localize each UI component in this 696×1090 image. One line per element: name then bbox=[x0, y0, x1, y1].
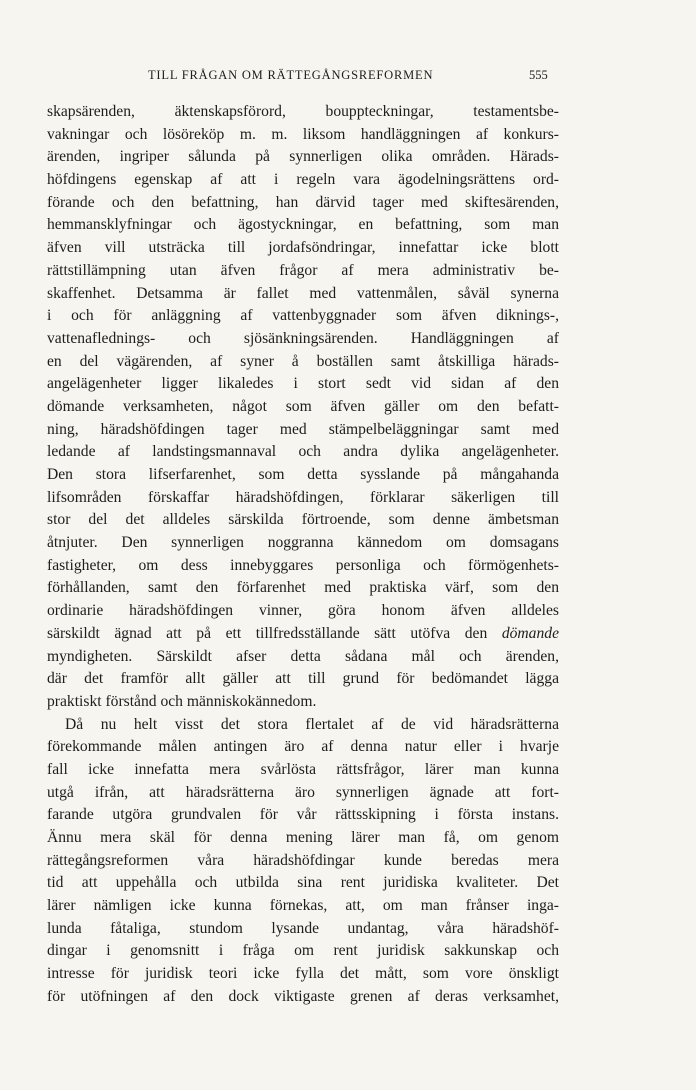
text-line: äfven vill utsträcka till jordafsöndringar, innefattar icke blott bbox=[47, 239, 559, 257]
text-line: förande och den befattning, han därvid tager med skiftesärenden, bbox=[47, 193, 559, 211]
text-line bbox=[47, 623, 559, 646]
text-line: Den stora lifserfarenhet, som detta sysslande på mångahanda bbox=[47, 466, 559, 483]
text-line: förhållanden, samt den förfarenhet med praktiska värf, som den bbox=[47, 579, 559, 597]
text-line: ärenden, ingriper sålunda på synnerligen olika områden. Härads- bbox=[47, 148, 559, 166]
text-line: ledande af landstingsmannaval och andra dylika angelägenheter. bbox=[47, 443, 559, 461]
text-line: fastigheter, om dess innebyggares personliga och förmögenhets- bbox=[47, 556, 559, 574]
text-line: en del vägärenden, af syner å boställen samt åtskilliga härads- bbox=[47, 352, 559, 370]
text-line: skapsärenden, äktenskapsförord, bouppteckningar, testamentsbe- bbox=[47, 103, 559, 120]
text-line-italic: dömande bbox=[501, 624, 559, 642]
text-line: lärer nämligen icke kunna förnekas, att, om man frånser inga- bbox=[47, 897, 559, 915]
text-line: skaffenhet. Detsamma är fallet med vattenmålen, såväl synerna bbox=[47, 284, 559, 302]
text-line: angelägenheter ligger likaledes i stort sedt vid sidan af den bbox=[47, 375, 559, 393]
page-number: 555 bbox=[529, 68, 548, 82]
text-line: myndigheten. Särskildt afser detta sådana mål och ärenden, bbox=[47, 647, 559, 665]
text-line: Då nu helt visst det stora flertalet af de vid häradsrätterna bbox=[65, 715, 559, 733]
text-line: höfdingens egenskap af att i regeln vara ägodelningsrättens ord- bbox=[47, 171, 559, 189]
text-line: stor del det alldeles särskilda förtroende, som denne ämbetsman bbox=[47, 511, 559, 529]
text-line: tid att uppehålla och utbilda sina rent juridiska kvaliteter. Det bbox=[47, 874, 559, 892]
text-line: utgå ifrån, att häradsrätterna äro synnerligen ägnade att fort- bbox=[47, 783, 559, 801]
text-line: lifsområden förskaffar häradshöfdingen, förklarar säkerligen till bbox=[47, 488, 559, 506]
text-line: vattenaflednings- och sjösänkningsärenden. Handläggningen af bbox=[47, 329, 559, 347]
text-line: hemmansklyfningar och ägostyckningar, en befattning, som man bbox=[47, 216, 559, 234]
text-line: där det framför allt gäller att till grund för bedömandet lägga bbox=[47, 670, 559, 688]
text-line-roman: särskildt ägnad att på ett tillfredsställande sätt utöfva den bbox=[47, 624, 488, 642]
text-line: intresse för juridisk teori icke fylla det mått, som vore önskligt bbox=[47, 965, 559, 983]
body-text bbox=[47, 101, 559, 1009]
text-line: för utöfningen af den dock viktigaste grenen af deras verksamhet, bbox=[47, 987, 559, 1005]
text-line: förekommande målen antingen äro af denna natur eller i hvarje bbox=[47, 738, 559, 756]
text-line: rättegångsreformen våra häradshöfdingar kunde beredas mera bbox=[47, 851, 559, 869]
text-line: farande utgöra grundvalen för vår rättsskipning i första instans. bbox=[47, 806, 559, 824]
text-line: dingar i genomsnitt i fråga om rent juridisk sakkunskap och bbox=[47, 942, 559, 960]
text-line: i och för anläggning af vattenbyggnader som äfven diknings-, bbox=[47, 307, 559, 325]
text-line: praktiskt förstånd och människokännedom. bbox=[47, 692, 317, 710]
text-line: ning, häradshöfdingen tager med stämpelbeläggningar samt med bbox=[47, 420, 559, 438]
text-line: dömande verksamheten, något som äfven gäller om den befatt- bbox=[47, 397, 559, 415]
text-line: vakningar och lösöreköp m. m. liksom handläggningen af konkurs- bbox=[47, 125, 559, 143]
text-line: rättstillämpning utan äfven frågor af mera administrativ be- bbox=[47, 261, 559, 279]
text-line: åtnjuter. Den synnerligen noggranna kännedom om domsagans bbox=[47, 534, 559, 552]
page-header bbox=[0, 68, 696, 90]
text-line: ordinarie häradshöfdingen vinner, göra honom äfven alldeles bbox=[47, 602, 559, 620]
text-line: fall icke innefatta mera svårlösta rättsfrågor, lärer man kunna bbox=[47, 760, 559, 778]
text-line: lunda fåtaliga, stundom lysande undantag, våra häradshöf- bbox=[47, 919, 559, 937]
running-head: TILL FRÅGAN OM RÄTTEGÅNGSREFORMEN bbox=[148, 68, 434, 82]
text-line: Ännu mera skäl för denna mening lärer man få, om genom bbox=[47, 829, 559, 846]
